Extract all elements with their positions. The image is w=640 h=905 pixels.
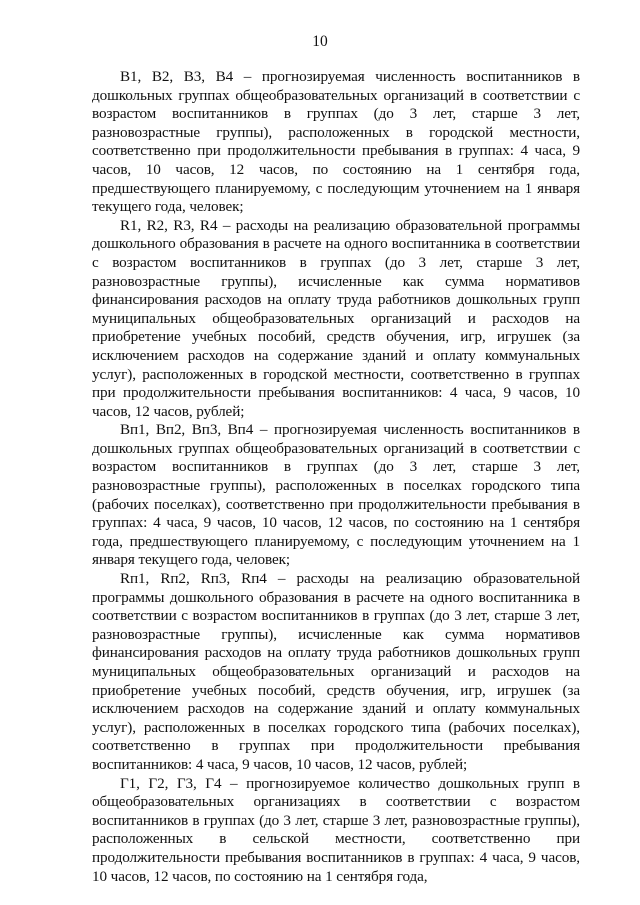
paragraph-g-definition: Г1, Г2, Г3, Г4 – прогнозируемое количество дошкольных групп в общеобразовательных организациях в соответствии с возрастом воспитанников в группах (до 3 лет, старше 3 лет, разновозрастные группы), расположенных в сельской местности, соответственно при продолжительности пребывания воспитанников в группах: 4 часа, 9 часов, 10 часов, 12 часов, по состоянию на 1 сентября года, (92, 774, 580, 885)
document-body (92, 68, 580, 886)
paragraph-vp-definition: Вп1, Вп2, Вп3, Вп4 – прогнозируемая численность воспитанников в дошкольных группах общеобразовательных организаций в соответствии с возрастом воспитанников в группах (до 3 лет, старше 3 лет, разновозрастные группы), расположенных в поселках городского типа (рабочих поселках), соответственно при продолжительности пребывания в группах: 4 часа, 9 часов, 10 часов, 12 часов, по состоянию на 1 сентября года, предшествующего планируемому, с последующим уточнением на 1 января текущего года, человек; (92, 421, 580, 569)
paragraph-r-definition: R1, R2, R3, R4 – расходы на реализацию образовательной программы дошкольного образования в расчете на одного воспитанника в соответствии с возрастом воспитанников в группах (до 3 лет, старше 3 лет, разновозрастные группы), исчисленные как сумма нормативов финансирования расходов на оплату труда работников дошкольных групп муниципальных общеобразовательных организаций и расходов на приобретение учебных пособий, средств обучения, игр, игрушек (за исключением расходов на содержание зданий и оплату коммунальных услуг), расположенных в городской местности, соответственно в группах при продолжительности пребывания воспитанников: 4 часа, 9 часов, 10 часов, 12 часов, рублей; (92, 216, 580, 420)
paragraph-rp-definition: Rп1, Rп2, Rп3, Rп4 – расходы на реализацию образовательной программы дошкольного образования в расчете на одного воспитанника в соответствии с возрастом воспитанников в группах (до 3 лет, старше 3 лет, разновозрастные группы), исчисленные как сумма нормативов финансирования расходов на оплату труда работников дошкольных групп муниципальных общеобразовательных организаций и расходов на приобретение учебных пособий, средств обучения, игр, игрушек (за исключением расходов на содержание зданий и оплату коммунальных услуг), расположенных в поселках городского типа (рабочих поселках), соответственно в группах при продолжительности пребывания воспитанников: 4 часа, 9 часов, 10 часов, 12 часов, рублей; (92, 570, 580, 773)
page-number: 10 (312, 33, 328, 50)
paragraph-v-definition: В1, В2, В3, В4 – прогнозируемая численность воспитанников в дошкольных группах общеобразовательных организаций в соответствии с возрастом воспитанников в группах (до 3 лет, старше 3 лет, разновозрастные группы), расположенных в городской местности, соответственно при продолжительности пребывания в группах: 4 часа, 9 часов, 10 часов, 12 часов, по состоянию на 1 сентября года, предшествующего планируемому, с последующим уточнением на 1 января текущего года, человек; (92, 68, 580, 216)
